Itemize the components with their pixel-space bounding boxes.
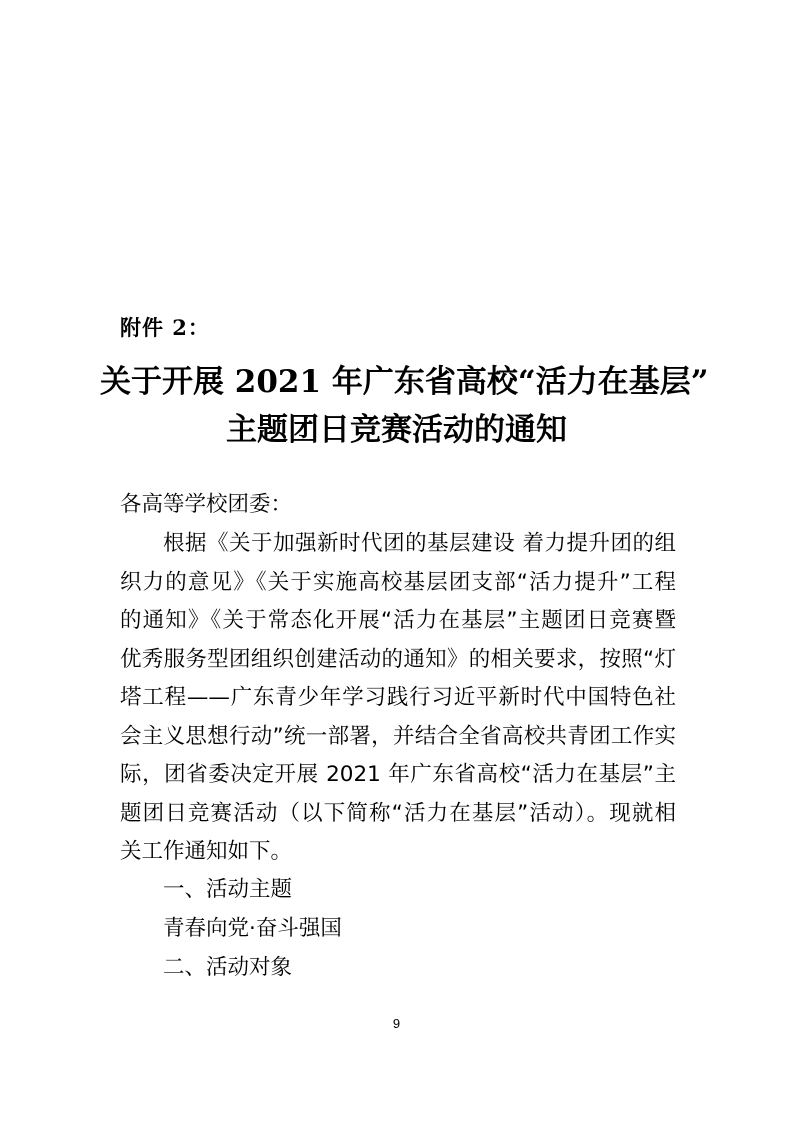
- document-title-line-1: 关于开展 2021 年广东省高校“活力在基层”: [100, 364, 709, 400]
- document-title-line-2: 主题团日竞赛活动的通知: [226, 412, 567, 448]
- paragraph-line: 的通知》《关于常态化开展“活力在基层”主题团日竞赛暨: [120, 608, 676, 633]
- attachment-label: 附件 2：: [120, 315, 210, 340]
- page-number: 9: [392, 1016, 401, 1031]
- paragraph-line: 关工作通知如下。: [120, 839, 293, 864]
- paragraph-line: 优秀服务型团组织创建活动的通知》的相关要求，按照“灯: [120, 646, 676, 672]
- paragraph-line: 根据《关于加强新时代团的基层建设 着力提升团的组: [163, 531, 676, 556]
- section-heading-participants: 二、活动对象: [163, 955, 293, 980]
- paragraph-line: 际，团省委决定开展 2021 年广东省高校“活力在基层”主: [120, 762, 676, 787]
- paragraph-line: 题团日竞赛活动（以下简称“活力在基层”活动）。现就相: [120, 800, 676, 826]
- activity-theme-text: 青春向党·奋斗强国: [163, 916, 342, 941]
- section-heading-theme: 一、活动主题: [163, 877, 293, 902]
- paragraph-line: 会主义思想行动”统一部署，并结合全省高校共青团工作实: [120, 723, 676, 749]
- salutation: 各高等学校团委：: [120, 492, 293, 517]
- paragraph-line: 织力的意见》《关于实施高校基层团支部“活力提升”工程: [120, 569, 676, 595]
- paragraph-line: 塔工程——广东青少年学习践行习近平新时代中国特色社: [120, 685, 676, 710]
- main-paragraph: [120, 525, 676, 872]
